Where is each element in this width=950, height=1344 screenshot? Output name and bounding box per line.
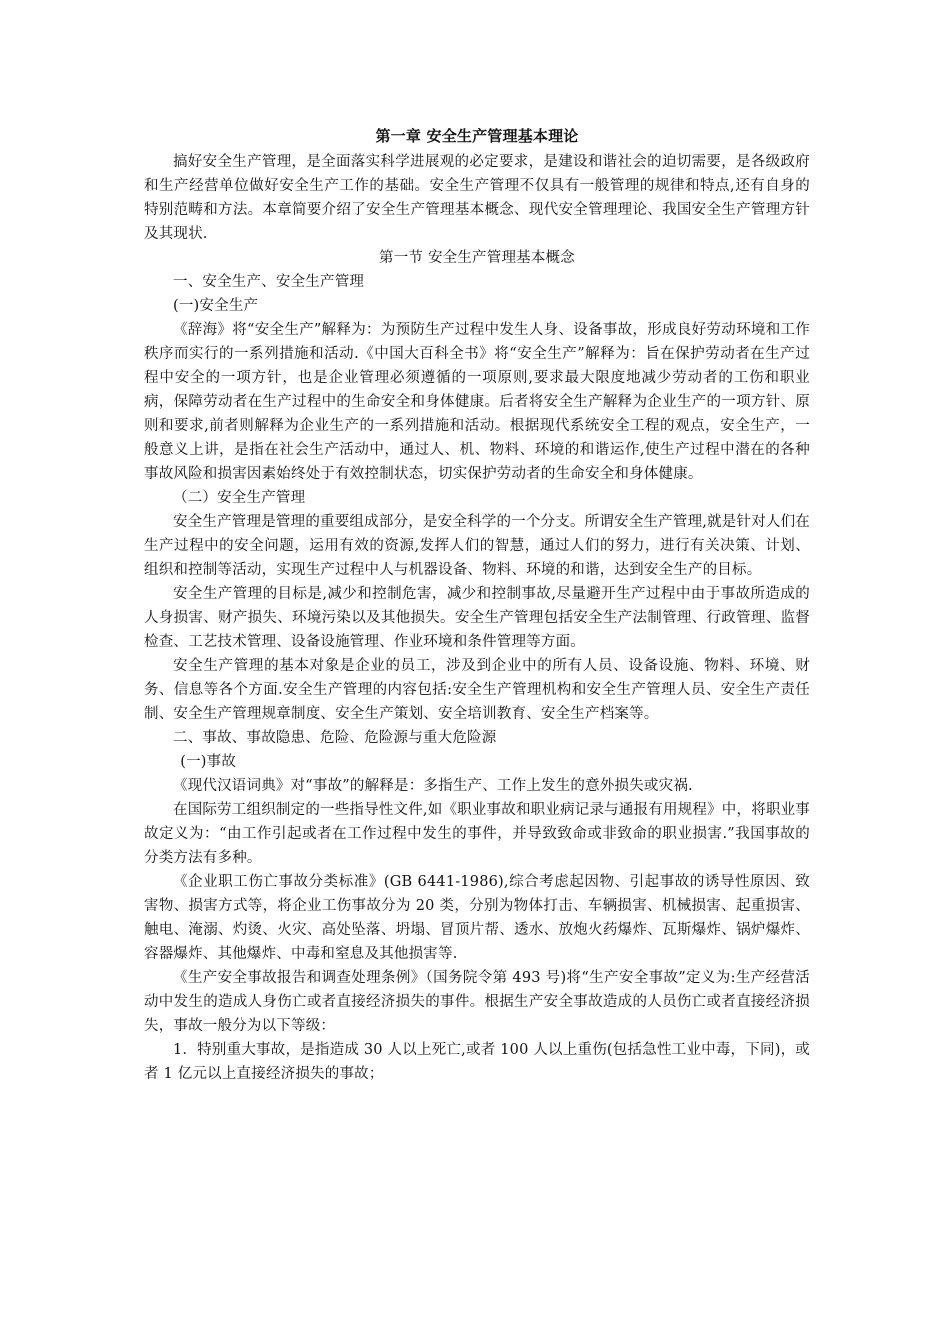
heading-safety-production: 一、安全生产、安全生产管理	[173, 274, 365, 290]
intro-paragraph: 搞好安全生产管理，是全面落实科学进展观的必定要求，是建设和谐社会的迫切需要，是各级政府和生产经营单位做好安全生产工作的基础。安全生产管理不仅具有一般管理的规律和特点,还有自身的特别范畴和方法。本章简要介绍了安全生产管理基本概念、现代安全管理理论、我国安全生产管理方针及其现状.	[144, 154, 810, 242]
paragraph-accident-classification-standard: 《企业职工伤亡事故分类标准》(GB 6441-1986),综合考虑起因物、引起事故的诱导性原因、致害物、损害方式等，将企业工伤事故分为 20 类，分别为物体打击、车辆损害、机械损害、起重损害、触电、淹溺、灼烫、火灾、高处坠落、坍塌、冒顶片帮、透水、放炮火药爆炸、瓦斯爆炸、锅炉爆炸、容器爆炸、其他爆炸、中毒和窒息及其他损害等.	[144, 874, 810, 962]
paragraph-major-accident-level: 1．特别重大事故，是指造成 30 人以上死亡,或者 100 人以上重伤(包括急性工业中毒，下同)，或者 1 亿元以上直接经济损失的事故；	[144, 1042, 810, 1082]
paragraph-safety-production-definition: 《辞海》将“安全生产”解释为：为预防生产过程中发生人身、设备事故，形成良好劳动环境和工作秩序而实行的一系列措施和活动.《中国大百科全书》将“安全生产”解释为：旨在保护劳动者在生产过程中安全的一项方针，也是企业管理必须遵循的一项原则,要求最大限度地减少劳动者的工伤和职业病，保障劳动者在生产过程中的生命安全和身体健康。后者将安全生产解释为企业生产的一项方针、原则和要求,前者则解释为企业生产的一系列措施和活动。根据现代系统安全工程的观点，安全生产，一般意义上讲，是指在社会生产活动中，通过人、机、物料、环境的和谐运作,使生产过程中潜在的各种事故风险和损害因素始终处于有效控制状态，切实保护劳动者的生命安全和身体健康。	[144, 322, 810, 482]
subheading-safety-management: （二）安全生产管理	[173, 490, 306, 506]
subheading-accident: (一)事故	[180, 754, 237, 770]
document-body	[144, 124, 810, 1086]
paragraph-accident-report-regulation: 《生产安全事故报告和调查处理条例》（国务院令第 493 号)将“生产安全事故”定义为:生产经营活动中发生的造成人身伤亡或者直接经济损失的事件。根据生产安全事故造成的人员伤亡或者直接经济损失，事故一般分为以下等级：	[144, 970, 810, 1034]
paragraph-accident-dictionary: 《现代汉语词典》对“事故”的解释是：多指生产、工作上发生的意外损失或灾祸.	[173, 778, 693, 794]
paragraph-safety-management-object: 安全生产管理的基本对象是企业的员工，涉及到企业中的所有人员、设备设施、物料、环境、财务、信息等各个方面.安全生产管理的内容包括:安全生产管理机构和安全生产管理人员、安全生产责任制、安全生产管理规章制度、安全生产策划、安全培训教育、安全生产档案等。	[144, 658, 810, 722]
chapter-title: 第一章 安全生产管理基本理论	[375, 127, 579, 145]
paragraph-ilo-definition: 在国际劳工组织制定的一些指导性文件,如《职业事故和职业病记录与通报有用规程》中，将职业事故定义为：“由工作引起或者在工作过程中发生的事件，并导致致命或非致命的职业损害.”我国事故的分类方法有多种。	[144, 802, 810, 866]
subheading-safety-production: (一)安全生产	[173, 298, 259, 314]
section-title: 第一节 安全生产管理基本概念	[379, 250, 575, 266]
heading-accidents-hazards: 二、事故、事故隐患、危险、危险源与重大危险源	[173, 730, 497, 746]
paragraph-safety-management-goal: 安全生产管理的目标是,减少和控制危害，减少和控制事故,尽量避开生产过程中由于事故所造成的人身损害、财产损失、环境污染以及其他损失。安全生产管理包括安全生产法制管理、行政管理、监督检查、工艺技术管理、设备设施管理、作业环境和条件管理等方面。	[144, 586, 810, 650]
paragraph-safety-management-definition: 安全生产管理是管理的重要组成部分，是安全科学的一个分支。所谓安全生产管理,就是针对人们在生产过程中的安全问题，运用有效的资源,发挥人们的智慧，通过人们的努力，进行有关决策、计划、组织和控制等活动，实现生产过程中人与机器设备、物料、环境的和谐，达到安全生产的目标。	[144, 514, 810, 578]
